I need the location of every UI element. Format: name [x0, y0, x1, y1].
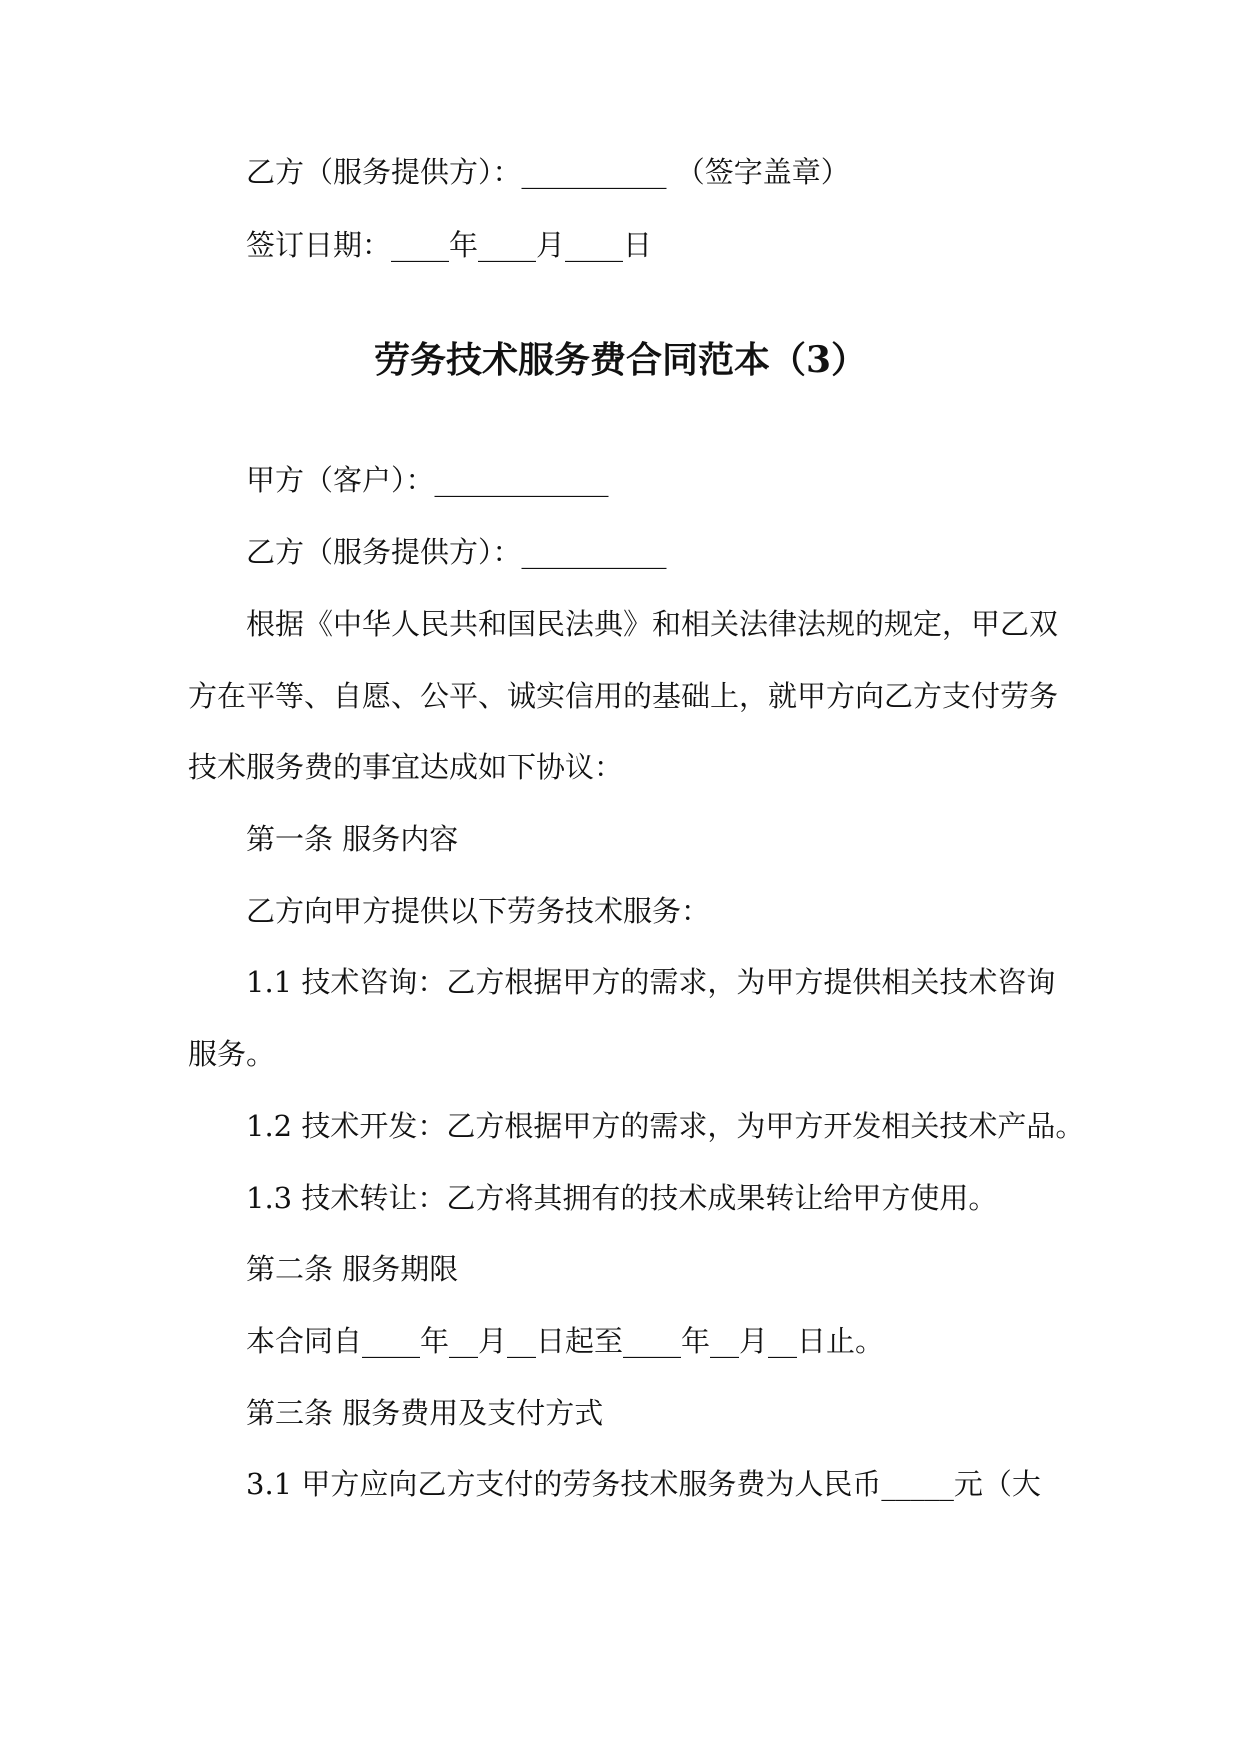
- document-title: 劳务技术服务费合同范本（3）: [373, 339, 868, 381]
- clause-1-1-line-2: 服务。: [188, 1037, 276, 1071]
- paragraph-preamble-line-1: 根据《中华人民共和国民法典》和相关法律法规的规定，甲乙双: [246, 607, 1059, 641]
- article-1-intro: 乙方向甲方提供以下劳务技术服务：: [246, 894, 711, 928]
- signing-date-line: 签订日期：____年____月____日: [246, 228, 653, 262]
- article-3-heading: 第三条 服务费用及支付方式: [246, 1396, 604, 1430]
- clause-3-1-line-1: 3.1 甲方应向乙方支付的劳务技术服务费为人民币_____元（大: [246, 1467, 1041, 1501]
- party-b-line: 乙方（服务提供方）：__________: [246, 535, 667, 569]
- party-b-signature-line: 乙方（服务提供方）：__________ （签字盖章）: [246, 155, 850, 189]
- service-term-line: 本合同自____年__月__日起至____年__月__日止。: [246, 1324, 885, 1358]
- paragraph-preamble-line-3: 技术服务费的事宜达成如下协议：: [188, 750, 624, 784]
- article-2-heading: 第二条 服务期限: [246, 1252, 459, 1286]
- article-1-heading: 第一条 服务内容: [246, 822, 459, 856]
- clause-1-3: 1.3 技术转让：乙方将其拥有的技术成果转让给甲方使用。: [246, 1181, 998, 1215]
- party-a-line: 甲方（客户）：____________: [246, 463, 609, 497]
- paragraph-preamble-line-2: 方在平等、自愿、公平、诚实信用的基础上，就甲方向乙方支付劳务: [188, 679, 1059, 713]
- clause-1-1-line-1: 1.1 技术咨询：乙方根据甲方的需求，为甲方提供相关技术咨询: [246, 965, 1056, 999]
- clause-1-2: 1.2 技术开发：乙方根据甲方的需求，为甲方开发相关技术产品。: [246, 1109, 1085, 1143]
